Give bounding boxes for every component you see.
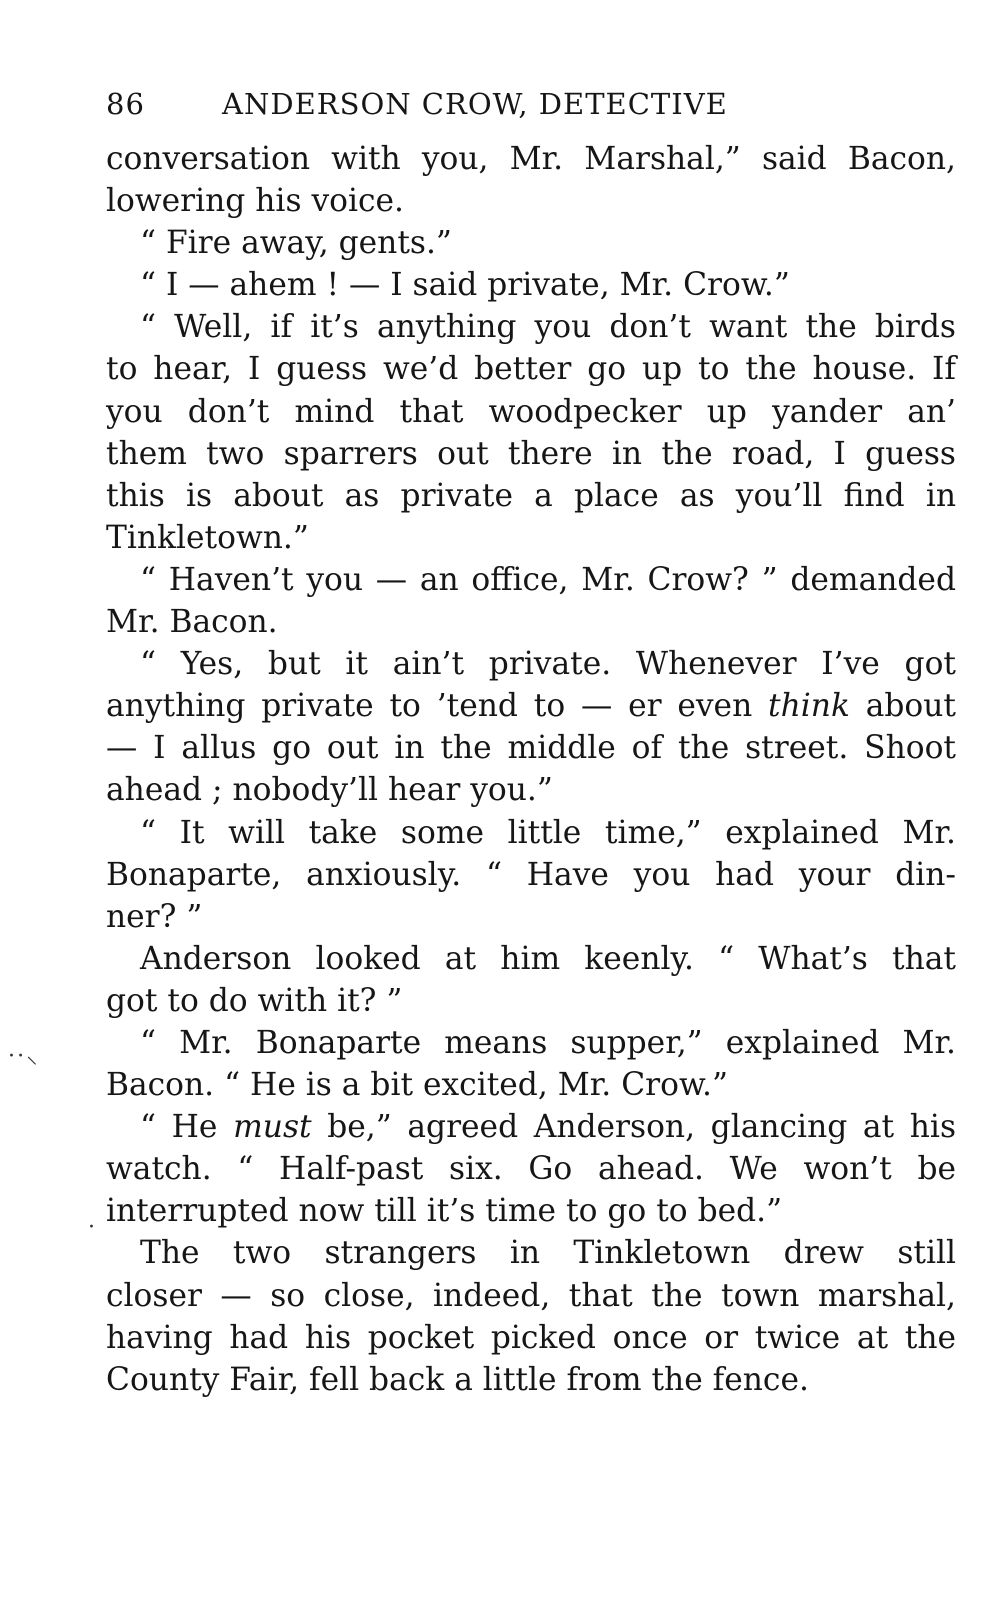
- text-line: “ Well, if it’s anything you don’t want the birds: [140, 309, 956, 346]
- text-line: having had his pocket picked once or twice at the: [106, 1319, 956, 1356]
- text-line: Mr. Bacon.: [106, 604, 278, 641]
- text-line: “ Fire away, gents.”: [140, 225, 452, 262]
- paragraph: [106, 306, 956, 559]
- margin-specks: · · ⸜: [8, 1044, 38, 1069]
- page-number: 86: [106, 87, 145, 121]
- text-line: “ I — ahem ! — I said private, Mr. Crow.”: [140, 267, 790, 304]
- text-line: ahead ; nobody’ll hear you.”: [106, 772, 553, 809]
- text-line: The two strangers in Tinkletown drew still: [140, 1235, 956, 1272]
- paragraph: [106, 222, 956, 264]
- text-line: “ Yes, but it ain’t private. Whenever I’ve got: [140, 646, 956, 683]
- paragraph: [106, 938, 956, 1022]
- text-line-with-italic: anything private to ’tend to — er even think about: [106, 688, 956, 725]
- body-text: [106, 138, 956, 1401]
- margin-dot: ·: [88, 1215, 95, 1240]
- text-line: conversation with you, Mr. Marshal,” said Bacon,: [106, 141, 956, 177]
- text-line: interrupted now till it’s time to go to bed.”: [106, 1193, 783, 1230]
- paragraph: [106, 559, 956, 643]
- text-line: “ It will take some little time,” explained Mr.: [140, 814, 956, 851]
- paragraph: [106, 812, 956, 938]
- paragraph: [106, 1106, 956, 1232]
- text-line: ner? ”: [106, 898, 203, 935]
- paragraph: [106, 643, 956, 811]
- book-page: [106, 78, 956, 1401]
- text-line: them two sparrers out there in the road, I guess: [106, 435, 956, 472]
- text-line: County Fair, fell back a little from the fence.: [106, 1361, 809, 1398]
- text-line: Bonaparte, anxiously. “ Have you had your din-: [106, 856, 956, 893]
- text-line: lowering his voice.: [106, 183, 404, 220]
- text-line: Tinkletown.”: [106, 519, 309, 556]
- text-line: “ Haven’t you — an office, Mr. Crow? ” demanded: [140, 561, 956, 598]
- text-line: closer — so close, indeed, that the town marshal,: [106, 1277, 956, 1314]
- text-line: “ Mr. Bonaparte means supper,” explained Mr.: [140, 1024, 956, 1061]
- text-line: Bacon. “ He is a bit excited, Mr. Crow.”: [106, 1067, 728, 1104]
- paragraph: [106, 1022, 956, 1106]
- paragraph: [106, 138, 956, 222]
- italic-word: must: [233, 1109, 312, 1146]
- text-line: you don’t mind that woodpecker up yander an’: [106, 393, 956, 430]
- running-title: ANDERSON CROW, DETECTIVE: [222, 87, 728, 121]
- text-line-with-italic: “ He must be,” agreed Anderson, glancing at his: [140, 1109, 957, 1146]
- text-line: — I allus go out in the middle of the street. Shoot: [106, 730, 956, 767]
- running-header: [106, 78, 956, 138]
- text-line: this is about as private a place as you’ll find in: [106, 477, 956, 514]
- paragraph: [106, 264, 956, 306]
- italic-word: think: [768, 688, 850, 725]
- text-line: Anderson looked at him keenly. “ What’s that: [140, 940, 956, 977]
- text-line: watch. “ Half-past six. Go ahead. We won’t be: [106, 1151, 956, 1188]
- paragraph: [106, 1232, 956, 1400]
- text-line: got to do with it? ”: [106, 982, 403, 1019]
- text-line: to hear, I guess we’d better go up to the house. If: [106, 351, 956, 388]
